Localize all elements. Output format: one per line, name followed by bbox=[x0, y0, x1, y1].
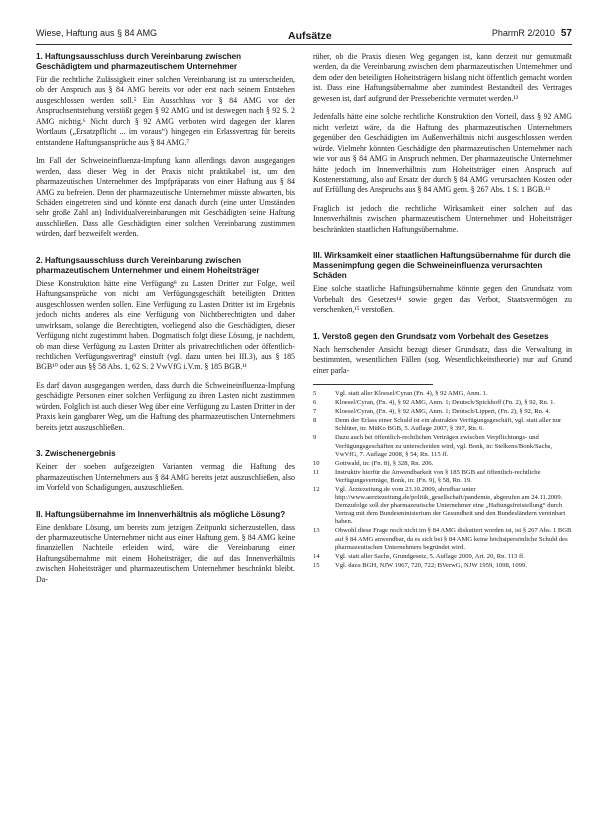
footnote-number: 11 bbox=[313, 468, 320, 476]
paragraph: Jedenfalls hätte eine solche rechtliche Konstruktion den Vorteil, dass § 92 AMG nicht verletzt wäre, da die Haftung des pharmazeutischen Unternehmers gegenüber den Geschädigten im Außenverhältnis nicht ausgeschlossen werden würde. Vielmehr könnten Geschädigte den pharmazeutischen Unternehmer nach wie vor aus § 84 AMG in Anspruch nehmen. Der pharmazeutische Unternehmer hätte jedoch im Innenverhältnis zum Hoheitsträger einen Anspruch auf Kostenerstattung, also auf Ersatz der durch § 84 AMG verursachten Kosten oder auf Erfüllung des Anspruchs aus § 84 AMG gem. § 267 Abs. 1 S. 1 BGB.¹³ bbox=[313, 112, 572, 195]
footnote bbox=[313, 434, 572, 458]
footnote bbox=[313, 486, 572, 526]
footnote-text: Obwohl diese Frage noch nicht im § 84 AMG diskutiert worden ist, ist § 267 Abs. 1 BGB auf § 84 AMG anwendbar, da es sich bei § 84 AMG keine höchstpersönliche Schuld des pharmazeutischen Unternehmers begründet wird. bbox=[335, 527, 572, 551]
footnote-rule bbox=[313, 384, 433, 385]
footnote-text: Kloesel/Cyran, (Fn. 4), § 92 AMG, Anm. 1; Deutsch/Spickhoff (Fn. 2), § 92, Rn. 1. bbox=[335, 399, 556, 407]
footnote bbox=[313, 469, 572, 485]
section-heading: 1. Verstoß gegen den Grundsatz vom Vorbehalt des Gesetzes bbox=[313, 331, 549, 341]
footnote-text: Dazu auch bei öffentlich-rechtlichen Verträgen zwischen Verpflichtungs- und Verfügungsgeschäften zu unterscheiden wird, vgl. Bonk, in: Stelkens/Bonk/Sachs, VwVfG, 7. Auflage 2008, § 54, Rn. 115 ff. bbox=[335, 434, 553, 458]
footnote bbox=[313, 399, 572, 407]
footnote-number: 13 bbox=[313, 527, 320, 535]
paragraph: rüber, ob die Praxis diesen Weg gegangen ist, kann derzeit nur gemutmaßt werden, da die Vereinbarung zwischen dem pharmazeutischen Unternehmer und dem oder den beteiligten Hoheitsträgern bislang nicht öffentlich gemacht worden ist. Dass eine Haftungsübernahme aber zumindest Bestandteil des Vertrages gewesen ist, darf aufgrund der Presseberichte vermutet werden.¹² bbox=[313, 52, 572, 103]
section-heading: 2. Haftungsausschluss durch Vereinbarung zwischen pharmazeutischem Unternehmer und einem Hoheitsträger bbox=[36, 255, 260, 275]
footnote-number: 8 bbox=[313, 417, 317, 425]
footnote bbox=[313, 390, 572, 398]
journal-info bbox=[492, 28, 572, 39]
journal-name: PharmR 2/2010 bbox=[491, 28, 555, 38]
header-rule bbox=[36, 44, 572, 45]
section-heading: 3. Zwischenergebnis bbox=[36, 449, 116, 459]
page-number: 57 bbox=[560, 28, 572, 39]
footnote-number: 9 bbox=[313, 434, 317, 442]
paragraph: Eine denkbare Lösung, um bereits zum jetzigen Zeitpunkt sicherzustellen, dass der pharmazeutische Unternehmer nicht aus einer Haftung gem. § 84 AMG keine finanziellen Nachteile erleiden wird, wäre die Vereinbarung einer Haftungsübernahme mit einem Hoheitsträger, die auf das Innenverhältnis zwischen Hoheitsträger und pharmazeutischem Unternehmer beschränkt bleibt. Da- bbox=[36, 522, 295, 584]
footnote bbox=[313, 562, 572, 570]
footnote-text: Vgl. Ärztezeitung.de vom 23.10.2009, abrufbar unter http://www.aerztezeitung.de/politik_gesellschaft/pandemie, abgerufen am 24.11.2009. Demzufolge soll der pharmazeutische Unternehmer eine „Haftungsfreistellung“ durch Vertrag mit dem Bundesministerium der Gesundheit und den Bundesländern vereinbart haben. bbox=[335, 486, 566, 526]
paragraph: Fraglich ist jedoch die rechtliche Wirksamkeit einer solchen auf das Innenverhältnis zwischen pharmazeutischem Unternehmer und Hoheitsträger beschränkten staatlichen Haftungsübernahme. bbox=[313, 203, 572, 234]
footnote-number: 7 bbox=[313, 408, 317, 416]
footnote-text: Vgl. statt aller Kloesel/Cyran (Fn. 4), § 92 AMG, Anm. 1. bbox=[335, 389, 488, 397]
paragraph: Für die rechtliche Zulässigkeit einer solchen Vereinbarung ist zu unterscheiden, ob der Anspruch aus § 84 AMG bereits vor oder erst nach seinem Entstehen ausgeschlossen werden soll.⁵ Ein Ausschluss vor § 84 AMG vor der Anspruchsentstehung verstößt gegen § 92 AMG und ist deswegen nach § 92 S. 2 AMG nichtig.⁶ Nicht durch § 92 AMG verboten wird dagegen der klaren Wortlauts („Ersatzpflicht ... im voraus“) hingegen ein Erlassvertrag für bereits entstandene Haftungsansprüche aus § 84 AMG.⁷ bbox=[36, 75, 295, 147]
footnote-text: Kloesel/Cyran, (Fn. 4), § 92 AMG, Anm. 1; Deutsch/Lippert, (Fn. 2), § 92, Rn. 4. bbox=[335, 408, 551, 416]
footnote bbox=[313, 553, 572, 561]
footnote-number: 12 bbox=[313, 486, 320, 493]
paragraph: Im Fall der Schweineinfluenza-Impfung kann allerdings davon ausgegangen werden, dass dieser Weg in der Praxis nicht praktikabel ist, um den pharmazeutischen Unternehmer des Impfpräparats von einer Haftung aus § 84 AMG zu befreien. Denn der pharmazeutische Unternehmer müsste abwarten, bis Schäden eingetreten sind und könnte erst danach durch (eine unter Umständen sehr große Zahl an) Individualvereinbarungen mit Geschädigten seine Haftung ausschließen. Dass alle Geschädigten einer solchen Vereinbarung zustimmen würden, darf bezweifelt werden. bbox=[36, 156, 295, 239]
section-heading: II. Haftungsübernahme im Innenverhältnis als mögliche Lösung? bbox=[36, 509, 286, 519]
footnote-text: Vgl. dazu BGH, NJW 1967, 720, 722; BVerwG, NJW 1959, 1098, 1099. bbox=[335, 561, 527, 569]
paragraph: Nach herrschender Ansicht bezugt dieser Grundsatz, dass die Verwaltung in bestimmten, wesentlichen Fällen (sog. Wesentlichkeitstheorie) nur auf Grund einer parla- bbox=[313, 344, 572, 375]
footnote-text: Gottwald, in: (Fn. 8), § 328, Rn. 206. bbox=[335, 459, 434, 467]
footnote-number: 14 bbox=[313, 552, 320, 560]
footnote-number: 6 bbox=[313, 399, 317, 407]
footnote bbox=[313, 417, 572, 433]
left-column bbox=[36, 52, 295, 593]
page-header bbox=[36, 26, 572, 42]
footnote-number: 5 bbox=[313, 389, 317, 397]
footnote bbox=[313, 408, 572, 416]
right-column bbox=[313, 52, 572, 571]
footnote bbox=[313, 460, 572, 468]
paragraph: Diese Konstruktion hätte eine Verfügung⁸ zu Lasten Dritter zur Folge, weil Haftungsansprüche von nicht am Verfügungsgeschäft beteiligten Dritten ausgeschlossen werden sollen. Eine Verfügung zu Lasten Dritter ist im Ergebnis jedoch nichts anderes als eine Verfügung von Nichtberechtigten und daher unwirksam, solange die Berechtigten, vorliegend also die Geschädigten, dieser Verfügung nicht zugestimmt haben. Dogmatisch folgt diese Lösung, je nachdem, ob man diese Verfügung zu Lasten Dritter als privatrechtlichen oder öffentlich-rechtlichen Verfügungsvertrag⁹ einstuft (vgl. dazu unten bei III.3), aus § 185 BGB¹⁰ oder aus §§ 58 Abs. 1, 62 S. 2 VwVfG i.V.m. § 185 BGB.¹¹ bbox=[36, 278, 295, 372]
section-heading: 1. Haftungsausschluss durch Vereinbarung zwischen Geschädigtem und pharmazeutischem Unternehmer bbox=[36, 52, 242, 71]
footnote-text: Vgl. statt aller Sachs, Grundgesetz, 5. Auflage 2009, Art. 20, Rn. 113 ff. bbox=[335, 552, 525, 560]
footnote-number: 15 bbox=[313, 561, 320, 569]
section-heading: III. Wirksamkeit einer staatlichen Haftungsübernahme für durch die Massenimpfung gegen die Schweineinfluenza verursachten Schäden bbox=[313, 251, 571, 281]
paragraph: Keiner der soeben aufgezeigten Varianten vermag die Haftung des pharmazeutischen Unternehmers aus § 84 AMG bereits jetzt auszuschließen, also im Vorfeld von Schadigungen, auszuschließen. bbox=[36, 462, 295, 493]
footnotes bbox=[313, 390, 572, 570]
footnote-text: Instruktiv hierfür die Anwendbarkeit von § 185 BGB auf öffentlich-rechtliche Verfügungsverträge, Bonk, in: (Fn. 9), § 58, Rn. 19. bbox=[335, 468, 541, 484]
footnote-number: 10 bbox=[313, 459, 320, 467]
footnote bbox=[313, 527, 572, 551]
section-label: Aufsätze bbox=[288, 30, 332, 42]
paragraph: Eine solche staatliche Haftungsübernahme könnte gegen den Grundsatz vom Vorbehalt des Gesetzes¹⁴ sowie gegen das Verbot, Staatsvermögen zu verschenken,¹⁵ verstoßen. bbox=[313, 284, 572, 315]
footnote-text: Denn der Erlass einer Schuld ist ein abstraktes Verfügungsgeschäft, vgl. statt aller nur Schlüter, in: MüKo BGB, 5. Auflage 2007, § 397, Rn. 6. bbox=[335, 417, 562, 433]
running-head: Wiese, Haftung aus § 84 AMG bbox=[36, 28, 158, 38]
paragraph: Es darf davon ausgegangen werden, dass durch die Schweineinfluenza-Impfung geschädigte Personen einer solchen Verfügung zu ihren Lasten nicht zustimmen würden. Folglich ist auch dieser Weg über eine Verfügung zu Lasten Dritter in der Praxis kein gangbarer Weg, um die Haftung des pharmazeutischen Unternehmers bereits jetzt auszuschließen. bbox=[36, 380, 295, 432]
